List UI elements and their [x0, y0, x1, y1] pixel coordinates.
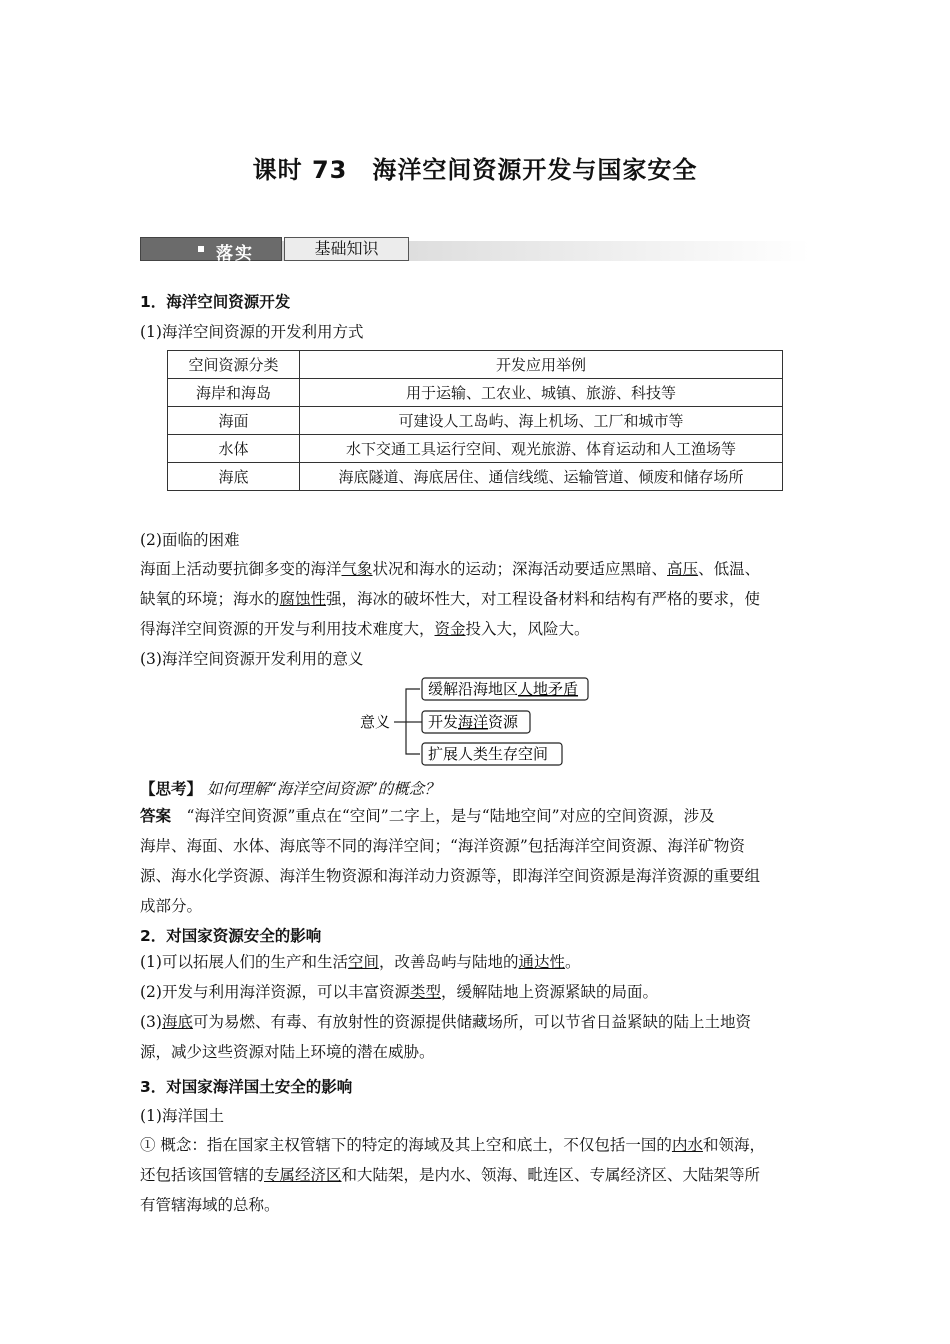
text-line: 成部分。 [140, 897, 203, 915]
table-row [168, 463, 783, 491]
text-line [140, 584, 812, 614]
text-run: (1)可以拓展人们的生产和生活 [140, 953, 348, 971]
list-item [140, 1007, 812, 1037]
underlined-answer: 高压 [667, 560, 699, 578]
text-run: 状况和海水的运动；深海活动要适应黑暗、 [372, 560, 668, 578]
text-run: 海面上活动要抗御多变的海洋 [140, 560, 342, 578]
table-header-cell: 空间资源分类 [168, 351, 300, 379]
text-line [140, 1130, 812, 1160]
text-run: (3) [140, 1013, 162, 1031]
table-cell-example: 可建设人工岛屿、海上机场、工厂和城市等 [300, 407, 783, 435]
underlined-answer: 腐蚀性 [279, 590, 327, 608]
text-line: 有管辖海域的总称。 [140, 1196, 280, 1214]
significance-diagram [350, 676, 600, 770]
subheading-3-1: (1)海洋国土 [140, 1107, 224, 1125]
table-cell-example: 用于运输、工农业、城镇、旅游、科技等 [300, 379, 783, 407]
text-run: 缺氧的环境；海水的 [140, 590, 280, 608]
text-run: 和大陆架，是内水、领海、毗连区、专属经济区、大陆架等所 [341, 1166, 761, 1184]
list-item [140, 947, 812, 977]
underlined-answer: 内水 [671, 1136, 703, 1154]
square-bullet-icon [198, 246, 204, 252]
space-resource-table [167, 350, 783, 491]
text-line: 海岸、海面、水体、海底等不同的海洋空间；“海洋资源”包括海洋空间资源、海洋矿物资 [140, 837, 745, 855]
text-line: 源、海水化学资源、海洋生物资源和海洋动力资源等，即海洋空间资源是海洋资源的重要组 [140, 867, 761, 885]
text-run: ① 概念：指在国家主权管辖下的特定的海域及其上空和底土，不仅包括一国的 [140, 1136, 672, 1154]
table-header-row [168, 351, 783, 379]
text-run: “海洋空间资源”重点在“空间”二字上，是与“陆地空间”对应的空间资源，涉及 [186, 807, 715, 825]
text-run: 缓解沿海地区 [428, 680, 519, 698]
table-row [168, 379, 783, 407]
table-row [168, 407, 783, 435]
heading-2: 2．对国家资源安全的影响 [140, 927, 322, 945]
think-question-text: 如何理解“海洋空间资源”的概念？ [206, 780, 440, 798]
table-cell-category: 海面 [168, 407, 300, 435]
table-cell-category: 水体 [168, 435, 300, 463]
banner-dark-tab [140, 237, 282, 264]
subheading-1-3: (3)海洋空间资源开发利用的意义 [140, 650, 364, 668]
think-question [140, 777, 440, 799]
underlined-answer: 类型 [409, 983, 441, 1001]
table-cell-category: 海底 [168, 463, 300, 491]
text-line [140, 614, 812, 644]
diagram-box-2-text [428, 713, 519, 731]
text-run: 强，海冰的破坏性大，对工程设备材料和结构有严格的要求，使 [326, 590, 761, 608]
text-run: 和领海， [702, 1136, 765, 1154]
resource-security-list [140, 947, 812, 1067]
text-run: 。 [565, 953, 581, 971]
text-run: 资源 [488, 713, 519, 731]
section-banner [140, 237, 810, 265]
subheading-1-2: (2)面临的困难 [140, 531, 240, 549]
text-run: 投入大，风险大。 [465, 620, 590, 638]
diagram-center-label: 意义 [360, 713, 391, 731]
table-cell-example: 水下交通工具运行空间、观光旅游、体育运动和人工渔场等 [300, 435, 783, 463]
underlined-answer: 人地矛盾 [518, 680, 579, 698]
subheading-1-1: (1)海洋空间资源的开发利用方式 [140, 323, 364, 341]
underlined-answer: 空间 [347, 953, 379, 971]
think-label: 【思考】 [140, 779, 203, 798]
table-row [168, 435, 783, 463]
heading-3: 3．对国家海洋国土安全的影响 [140, 1078, 353, 1096]
underlined-answer: 海洋 [458, 713, 489, 731]
heading-1: 1．海洋空间资源开发 [140, 293, 291, 311]
difficulty-paragraph [140, 554, 812, 644]
underlined-answer: 气象 [341, 560, 373, 578]
diagram-box-3-text: 扩展人类生存空间 [428, 745, 549, 763]
text-run: 还包括该国管辖的 [140, 1166, 265, 1184]
text-run: (2)开发与利用海洋资源，可以丰富资源 [140, 983, 410, 1001]
text-run: 、低温、 [698, 560, 761, 578]
text-run: ，改善岛屿与陆地的 [378, 953, 519, 971]
banner-label-right: 基础知识 [284, 237, 409, 261]
text-run: 开发 [428, 713, 459, 731]
text-run: ，缓解陆地上资源紧缺的局面。 [440, 983, 658, 1001]
underlined-answer: 海底 [161, 1013, 193, 1031]
underlined-answer: 资金 [434, 620, 466, 638]
text-line [140, 801, 812, 831]
table-cell-example: 海底隧道、海底居住、通信线缆、运输管道、倾废和储存场所 [300, 463, 783, 491]
text-run: 得海洋空间资源的开发与利用技术难度大， [140, 620, 435, 638]
think-answer [140, 801, 812, 921]
text-line: 源，减少这些资源对陆上环境的潜在威胁。 [140, 1043, 435, 1061]
answer-label: 答案 [140, 807, 172, 825]
diagram-box-1-text [428, 680, 578, 698]
list-item [140, 977, 812, 1007]
banner-label-left: 落实 [216, 244, 254, 264]
text-line [140, 1160, 812, 1190]
table-cell-category: 海岸和海岛 [168, 379, 300, 407]
underlined-answer: 专属经济区 [264, 1166, 342, 1184]
text-run: 可为易燃、有毒、有放射性的资源提供储藏场所，可以节省日益紧缺的陆上土地资 [192, 1013, 751, 1031]
page-title: 课时 73 海洋空间资源开发与国家安全 [252, 156, 698, 184]
table-header-cell: 开发应用举例 [300, 351, 783, 379]
underlined-answer: 通达性 [518, 953, 566, 971]
text-line [140, 554, 812, 584]
concept-paragraph [140, 1130, 812, 1220]
